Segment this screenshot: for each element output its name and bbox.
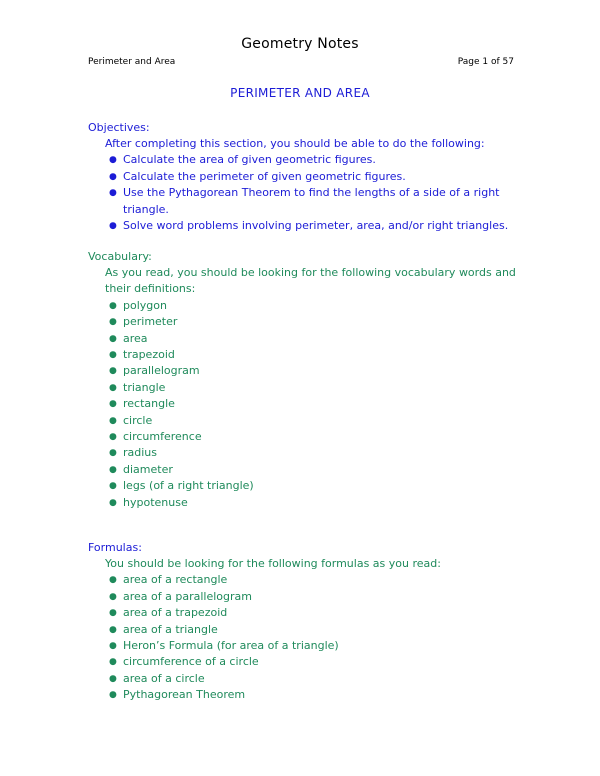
- list-item: [88, 638, 518, 654]
- list-item: [88, 429, 518, 445]
- list-item-text: Solve word problems involving perimeter, area, and/or right triangles.: [123, 219, 509, 233]
- list-item: [88, 495, 518, 511]
- bullet-icon: ●: [109, 382, 117, 393]
- list-item-text: radius: [123, 446, 158, 460]
- list-item-text: circle: [123, 413, 153, 427]
- formulas-section: [88, 540, 518, 704]
- bullet-icon: ●: [109, 657, 117, 668]
- bullet-icon: ●: [109, 591, 117, 602]
- list-item: [88, 462, 518, 478]
- objectives-intro: After completing this section, you should be able to do the following:: [105, 137, 485, 150]
- list-item-text: diameter: [123, 462, 173, 476]
- list-item: [88, 363, 518, 379]
- list-item: [88, 169, 518, 185]
- vocabulary-intro: As you read, you should be looking for the following vocabulary words and their definitions:: [105, 266, 516, 296]
- list-item-text: circumference: [123, 430, 202, 444]
- list-item: [88, 314, 518, 330]
- bullet-icon: ●: [109, 155, 117, 166]
- document-title: Geometry Notes: [241, 36, 359, 52]
- section-title: PERIMETER AND AREA: [230, 86, 370, 100]
- list-item-text: circumference of a circle: [123, 655, 259, 669]
- bullet-icon: ●: [109, 673, 117, 684]
- list-item-text: hypotenuse: [123, 495, 188, 509]
- list-item-text: Heron’s Formula (for area of a triangle): [123, 639, 339, 653]
- bullet-icon: ●: [109, 350, 117, 361]
- list-item: [88, 445, 518, 461]
- bullet-icon: ●: [109, 641, 117, 652]
- list-item-text: polygon: [123, 298, 167, 312]
- list-item: [88, 380, 518, 396]
- list-item-text: Pythagorean Theorem: [123, 688, 246, 702]
- list-item: [88, 622, 518, 638]
- list-item-text: parallelogram: [123, 364, 200, 378]
- list-item-text: trapezoid: [123, 348, 175, 362]
- list-item-text: area of a trapezoid: [123, 606, 228, 620]
- list-item-text: Calculate the perimeter of given geometric figures.: [123, 169, 406, 183]
- list-item-text: area of a circle: [123, 671, 205, 685]
- header-left-text: Perimeter and Area: [88, 57, 176, 67]
- vocabulary-list: [88, 298, 518, 511]
- bullet-icon: ●: [109, 575, 117, 586]
- list-item-text: area of a triangle: [123, 622, 218, 636]
- bullet-icon: ●: [109, 448, 117, 459]
- bullet-icon: ●: [109, 415, 117, 426]
- bullet-icon: ●: [109, 399, 117, 410]
- bullet-icon: ●: [109, 432, 117, 443]
- list-item: [88, 589, 518, 605]
- bullet-icon: ●: [109, 690, 117, 701]
- bullet-icon: ●: [109, 624, 117, 635]
- header-page-number: Page 1 of 57: [457, 57, 514, 67]
- list-item: [88, 396, 518, 412]
- list-item-text: Calculate the area of given geometric figures.: [123, 153, 376, 167]
- list-item: [88, 185, 518, 218]
- list-item: [88, 654, 518, 670]
- bullet-icon: ●: [109, 300, 117, 311]
- list-item: [88, 687, 518, 703]
- list-item-text: rectangle: [123, 397, 175, 411]
- list-item: [88, 572, 518, 588]
- list-item: [88, 671, 518, 687]
- list-item-text: area of a rectangle: [123, 573, 228, 587]
- list-item-text: Use the Pythagorean Theorem to find the lengths of a side of a right triangle.: [123, 186, 500, 216]
- list-item-text: triangle: [123, 380, 166, 394]
- bullet-icon: ●: [109, 366, 117, 377]
- vocabulary-section: [88, 249, 518, 511]
- list-item-text: legs (of a right triangle): [123, 479, 254, 493]
- bullet-icon: ●: [109, 497, 117, 508]
- objectives-list: [88, 152, 518, 234]
- list-item: [88, 331, 518, 347]
- list-item-text: area: [123, 331, 148, 345]
- formulas-list: [88, 572, 518, 703]
- vocabulary-heading: Vocabulary:: [88, 250, 152, 263]
- bullet-icon: ●: [109, 171, 117, 182]
- list-item: [88, 347, 518, 363]
- list-item-text: perimeter: [123, 315, 178, 329]
- bullet-icon: ●: [109, 221, 117, 232]
- formulas-intro: You should be looking for the following formulas as you read:: [105, 557, 441, 570]
- list-item: [88, 413, 518, 429]
- formulas-heading: Formulas:: [88, 541, 142, 554]
- list-item-text: area of a parallelogram: [123, 589, 252, 603]
- bullet-icon: ●: [109, 608, 117, 619]
- objectives-section: [88, 120, 518, 234]
- list-item: [88, 605, 518, 621]
- bullet-icon: ●: [109, 464, 117, 475]
- bullet-icon: ●: [109, 317, 117, 328]
- bullet-icon: ●: [109, 188, 117, 199]
- list-item: [88, 152, 518, 168]
- list-item: [88, 298, 518, 314]
- bullet-icon: ●: [109, 481, 117, 492]
- bullet-icon: ●: [109, 333, 117, 344]
- list-item: [88, 218, 518, 234]
- list-item: [88, 478, 518, 494]
- objectives-heading: Objectives:: [88, 121, 150, 134]
